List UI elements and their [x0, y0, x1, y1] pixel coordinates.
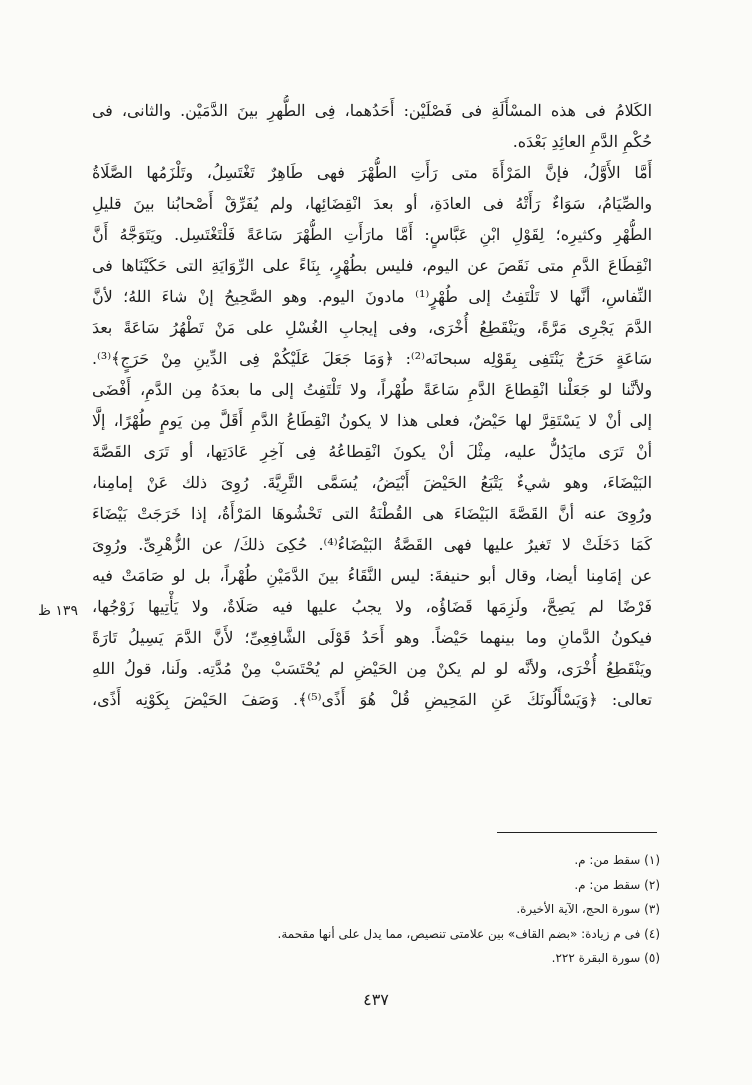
footnote-5: (٥) سورة البقرة ٢٢٢. [551, 951, 660, 965]
text-line-3: أَمَّا الأَوَّلُ، فإنَّ المَرْأَةَ متى رَأَتِ الطُّهْرَ فهى طَاهِرٌ تَغْتَسِلُ، وتَلْزَمُها الصَّلَاةُ [92, 163, 652, 182]
text-line-17: فَرْضًا لم يَصِحَّ، ولَزِمَها قَضَاؤُه، ولا يجبُ عليها فيه صَلَاةٌ، ولا يَأْتِيها زَوْجُها، [92, 597, 652, 616]
text-line-16: عن إمَامِنا أيضا، وقال أبو حنيفةَ: ليس النَّقَاءُ بينَ الدَّمَيْنِ طُهْراً، بل لو صَامَتْ فيه [92, 566, 652, 585]
text-line-7: النِّفاسِ، أنَّها لا تَلْتَفِتُ إلى طُهْرٍ⁽¹⁾ مادونَ اليوم. وهو الصَّحِيحُ إنْ شاءَ اللهُ؛ لأنَّ [92, 287, 652, 306]
text-line-2: حُكْمِ الدَّمِ العائِدِ بَعْدَه. [512, 132, 652, 151]
text-line-20: تعالى: ﴿وَيَسْأَلُونَكَ عَنِ المَحِيضِ قُلْ هُوَ أَذًى⁽⁵⁾﴾. وَصَفَ الحَيْضَ بِكَوْنِه أَذًى، [92, 690, 652, 709]
text-line-13: البَيْضَاءَ، وهو شيءٌ يَتْبَعُ الحَيْضَ أَبْيَضُ، يُسَمَّى التَّرِيَّةَ. رُوِىَ ذلك عَنْ إمامِنا، [92, 473, 652, 492]
text-line-10: ولأنَّنا لو جَعَلْنا انْقِطاعَ الدَّمِ سَاعَةً طُهْراً، ولا تَلْتَفِتُ إلى ما بعدَهُ مِن الدَّمِ، أَفْضَى [92, 380, 652, 399]
footnote-divider [497, 832, 657, 833]
page-number: ٤٣٧ [363, 990, 389, 1009]
manuscript-folio-marker: ١٣٩ ظ [38, 603, 78, 619]
text-line-6: انْقِطَاعَ الدَّمِ متى نَقَصَ عن اليوم، فليس بطُهْرٍ، بِنَاءً على الرِّوَايَةِ التى حَكَيْنَاها فى [92, 256, 652, 275]
text-line-12: أنْ تَرَى مايَدُلُّ عليه، مِثْلَ أنْ يكونَ انْقِطاعُهُ فِى آخِرِ عَادَتِها، أو تَرَى القَصَّةَ [92, 442, 652, 461]
footnotes [100, 848, 660, 971]
text-line-18: فيكونُ الدَّمانِ وما بينهما حَيْضاً. وهو أَحَدُ قَوْلَى الشَّافِعِىِّ؛ لأَنَّ الدَّمَ يَسِيلُ تَارَةً [92, 628, 652, 647]
text-line-5: الطُّهْرِ وكثيرِه؛ لِقَوْلِ ابْنِ عَبَّاسٍ: أَمَّا مارَأَتِ الطُّهْرَ سَاعَةً فَلْتَغْتَسِل. ويَتَوَجَّهُ أَنَّ [92, 225, 652, 244]
text-line-1: الكَلامُ فى هذه المسْأَلَةِ فى فَصْلَيْن: أَحَدُهما، فِى الطُّهرِ بينَ الدَّمَيْن. والثانى، فى [92, 101, 652, 120]
footnote-2: (٢) سقط من: م. [574, 877, 660, 892]
footnote-4: (٤) فى م زيادة: «بضم القاف» بين علامتى تنصيص، مما يدل على أنها مقحمة. [277, 926, 660, 941]
text-line-4: والصِّيَامُ، سَوَاءٌ رَأَتْهُ فى العادَةِ، أو بعدَ انْقِضَائِها، ولم يُفَرِّقْ أَصْحابُنا بينَ قليلِ [92, 194, 652, 213]
text-line-14: ورُوِىَ عنه أنَّ القَصَّةَ البَيْضَاءَ هى القُطْنَةُ التى تَحْشُوهَا المَرْأَةُ، إذا خَرَجَتْ بَيْضَاءَ [92, 504, 652, 523]
text-line-8: الدَّمَ يَجْرِى مَرَّةً، ويَنْقَطِعُ أُخْرَى، وفى إيجابِ الغُسْلِ على مَنْ تَطْهُرُ سَاعَةً بعدَ [92, 318, 652, 337]
text-line-19: ويَنْقَطِعُ أُخْرَى، ولأنَّه لو لم يكنْ مِن الحَيْضِ لم يُحْتَسَبْ مِنْ مُدَّتِه. ولَنا، قولُ اللهِ [92, 659, 652, 678]
main-text [92, 95, 652, 715]
text-line-9: سَاعَةٍ حَرَجٌ يَنْتَفِى بِقَوْلِه سبحانَه⁽²⁾: ﴿وَمَا جَعَلَ عَلَيْكُمْ فِى الدِّينِ مِنْ حَرَجٍ﴾⁽³⁾. [92, 349, 652, 368]
text-line-11: إلى أنْ لا يَسْتَقِرَّ لها حَيْضٌ، فعلى هذا لا يكونُ انْقِطَاعُ الدَّمِ أَقَلَّ مِن يَومٍ طُهْرًا، إلَّا [92, 411, 652, 430]
footnote-1: (١) سقط من: م. [574, 853, 660, 867]
text-line-15: كَمَا دَخَلَتْ لا تَغيرُ عليها فهى القَصَّةُ البَيْضَاءُ⁽⁴⁾. حُكِىَ ذلكَ/ عن الزُّهْرِىِّ. ورُوِىَ [92, 535, 652, 554]
footnote-3: (٣) سورة الحج، الآية الأخيرة. [516, 902, 660, 916]
